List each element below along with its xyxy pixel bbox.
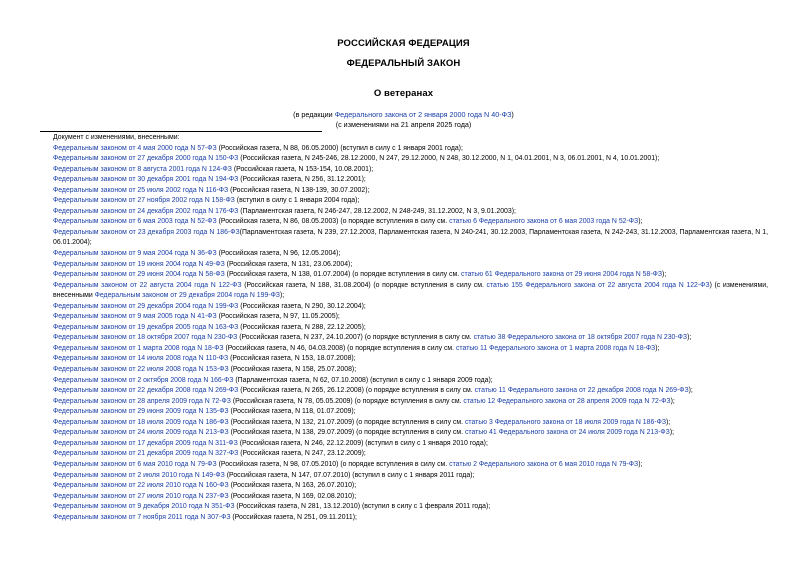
entry-text: ); [655, 344, 660, 352]
entry-text: (Российская газета, N 245-246, 28.12.2000, N 247, 29.12.2000, N 248, 30.12.2000, N 1, 04.01.2001, N 3, 06.01.2001, N 4, 10.01.2001); [238, 155, 660, 163]
law-link[interactable]: Федеральным законом от 1 марта 2008 года N 18-ФЗ [53, 344, 224, 352]
amendment-entry [40, 502, 768, 513]
law-link[interactable]: Федеральным законом от 28 апреля 2009 года N 72-ФЗ [53, 397, 231, 405]
entry-text: ); [669, 429, 675, 437]
amendment-entry [40, 354, 768, 365]
entry-text: (Российская газета, N 97, 11.05.2005); [216, 313, 340, 321]
amendment-entry [40, 397, 768, 408]
entry-text: (Российская газета, N 138, 29.07.2009) (о порядке вступления в силу см. [228, 429, 465, 437]
law-link[interactable]: Федеральным законом от 24 декабря 2002 года N 176-ФЗ [53, 207, 239, 215]
amendment-entry [40, 492, 768, 503]
amendment-entry [40, 439, 768, 450]
law-title: О ветеранах [373, 88, 434, 99]
entry-text: (Российская газета, N 86, 08.05.2003) (о порядке вступления в силу см. [216, 218, 450, 226]
law-link[interactable]: Федеральным законом от 9 мая 2005 года N 41-ФЗ [53, 313, 217, 321]
entry-text: ); [662, 271, 667, 279]
edition-link[interactable]: Федерального закона от 2 января 2000 года N 40-ФЗ [334, 110, 512, 119]
separator-rule [40, 131, 322, 132]
entry-text: (Российская газета, N 46, 04.03.2008) (о порядке вступления в силу см. [223, 344, 456, 352]
law-link[interactable]: Федеральным законом от 27 июля 2010 года N 237-ФЗ [53, 492, 229, 500]
entry-text: (Российская газета, N 98, 07.05.2010) (о порядке вступления в силу см. [216, 460, 450, 468]
amendment-entry [40, 471, 768, 482]
law-link[interactable]: Федеральным законом от 30 декабря 2001 года N 194-ФЗ [53, 176, 239, 184]
amendment-entry [40, 228, 768, 249]
law-link[interactable]: статью 155 Федерального закона от 22 августа 2004 года N 122-ФЗ [486, 281, 710, 289]
law-link[interactable]: Федеральным законом от 2 октября 2008 года N 166-ФЗ [53, 376, 234, 384]
amendment-entry [40, 344, 768, 355]
law-link[interactable]: Федеральным законом от 23 декабря 2003 года N 186-ФЗ [53, 228, 240, 236]
amendment-entry [40, 175, 768, 186]
law-link[interactable]: Федеральным законом от 18 июля 2009 года N 186-ФЗ [53, 418, 229, 426]
law-link[interactable]: Федеральным законом от 4 мая 2000 года N 57-ФЗ [53, 144, 217, 152]
entry-text: (Российская газета, N 153, 18.07.2008); [228, 355, 356, 363]
law-link[interactable]: статью 11 Федерального закона от 22 декабря 2008 года N 269-ФЗ [474, 387, 689, 395]
entry-text: ); [688, 387, 693, 395]
amendment-entry [40, 207, 768, 218]
amendment-entry [40, 165, 768, 176]
law-link[interactable]: статью 2 Федерального закона от 6 мая 2010 года N 79-ФЗ [449, 460, 639, 468]
entry-text: (Российская газета, N 163, 26.07.2010); [228, 482, 357, 490]
law-link[interactable]: Федеральным законом от 29 июня 2004 года N 58-ФЗ [53, 271, 225, 279]
entry-text: (Российская газета, N 265, 26.12.2008) (о порядке вступления в силу см. [238, 387, 475, 395]
law-link[interactable]: Федеральным законом от 6 мая 2003 года N 52-ФЗ [53, 218, 217, 226]
amendment-entry [40, 365, 768, 376]
law-link[interactable]: Федеральным законом от 22 июля 2010 года N 160-ФЗ [53, 482, 229, 490]
law-link[interactable]: статью 3 Федерального закона от 18 июля 2009 года N 186-ФЗ [464, 418, 666, 426]
entry-text: (Российская газета, N 147, 07.07.2010) (вступил в силу с 1 января 2011 года); [224, 471, 475, 479]
amendment-entry [40, 418, 768, 429]
entry-text: (Российская газета, N 153-154, 10.08.2001); [231, 165, 374, 173]
entry-text: (Российская газета, N 132, 21.07.2009) (о порядке вступления в силу см. [228, 418, 465, 426]
amendment-entry [40, 154, 768, 165]
law-link[interactable]: Федеральным законом от 22 декабря 2008 года N 269-ФЗ [53, 387, 239, 395]
amendment-entry [40, 217, 768, 228]
entry-text: (Российская газета, N 188, 31.08.2004) (о порядке вступления в силу см. [241, 281, 487, 289]
amendment-entry [40, 376, 768, 387]
law-link[interactable]: Федеральным законом от 18 октября 2007 года N 230-ФЗ [53, 334, 238, 342]
amendment-entry [40, 196, 768, 207]
entry-text: ); [638, 460, 643, 468]
edition-suffix: ) [511, 110, 514, 119]
entry-text: ); [670, 397, 675, 405]
law-link[interactable]: статью 61 Федерального закона от 29 июня 2004 года N 58-ФЗ [461, 271, 663, 279]
amendment-entry [40, 407, 768, 418]
entry-text: ); [666, 418, 671, 426]
amendment-entry [40, 481, 768, 492]
law-link[interactable]: Федеральным законом от 19 июня 2004 года N 49-ФЗ [53, 260, 225, 268]
edition-line [0, 110, 807, 119]
changes-note: (с изменениями на 21 апреля 2025 года) [335, 120, 472, 129]
entry-text: (Парламентская газета, N 239, 27.12.2003, Парламентская газета, N 240-241, 30.12.2003, Парламентская газета, N 242-243, 31.12.2003, Парламентская газета, N 1, 06.01.2004); [53, 228, 768, 247]
law-link[interactable]: Федеральным законом от 21 декабря 2009 года N 327-ФЗ [53, 450, 239, 458]
entry-text: (Парламентская газета, N 246-247, 28.12.2002, N 248-249, 31.12.2002, N 3, 9.01.2003); [238, 207, 516, 215]
amendment-entry [40, 270, 768, 281]
law-link[interactable]: Федеральным законом от 2 июля 2010 года N 149-ФЗ [53, 471, 225, 479]
amendment-entry [40, 449, 768, 460]
entry-text: (Российская газета, N 158, 25.07.2008); [228, 366, 357, 374]
amendment-entry [40, 260, 768, 271]
amendment-entry [40, 513, 768, 524]
law-link[interactable]: Федеральным законом от 24 июля 2009 года N 213-ФЗ [53, 429, 229, 437]
amendment-entry [40, 186, 768, 197]
amendment-entry [40, 249, 768, 260]
law-link[interactable]: статью 6 Федерального закона от 6 мая 2003 года N 52-ФЗ [449, 218, 639, 226]
law-link[interactable]: Федеральным законом от 9 декабря 2010 года N 351-ФЗ [53, 503, 235, 511]
law-link[interactable]: Федеральным законом от 27 ноября 2002 года N 158-ФЗ [53, 197, 235, 205]
amendments-intro: Документ с изменениями, внесенными: [53, 134, 180, 141]
law-link[interactable]: Федеральным законом от 29 декабря 2004 года N 199-ФЗ [53, 302, 239, 310]
entry-text: (Российская газета, N 78, 05.05.2009) (о порядке вступления в силу см. [230, 397, 464, 405]
entry-text: (Российская газета, N 96, 12.05.2004); [216, 250, 341, 258]
entry-text: (Российская газета, N 169, 02.08.2010); [228, 492, 357, 500]
entry-text: ); [687, 334, 692, 342]
entry-text: (Российская газета, N 88, 06.05.2000) (вступил в силу с 1 января 2001 года); [216, 144, 463, 152]
entry-text: (Российская газета, N 138-139, 30.07.2002); [228, 186, 370, 194]
law-link[interactable]: статью 38 Федерального закона от 18 октября 2007 года N 230-ФЗ [473, 334, 688, 342]
law-link[interactable]: Федеральным законом от 17 декабря 2009 года N 311-ФЗ [53, 439, 238, 447]
entry-text: (Российская газета, N 256, 31.12.2001); [238, 176, 366, 184]
law-link[interactable]: Федеральным законом от 14 июля 2008 года N 110-ФЗ [53, 355, 229, 363]
entry-text: (Российская газета, N 288, 22.12.2005); [238, 323, 366, 331]
country-heading: РОССИЙСКАЯ ФЕДЕРАЦИЯ [337, 38, 470, 49]
law-link[interactable]: Федеральным законом от 6 мая 2010 года N 79-ФЗ [53, 460, 217, 468]
entry-text: (Российская газета, N 237, 24.10.2007) (о порядке вступления в силу см. [237, 334, 474, 342]
law-link[interactable]: Федеральным законом от 27 декабря 2000 года N 150-ФЗ [53, 155, 239, 163]
entry-text: (Российская газета, N 118, 01.07.2009); [228, 408, 356, 416]
law-link[interactable]: Федеральным законом от 29 декабря 2004 года N 199-ФЗ [94, 292, 280, 300]
law-link[interactable]: статью 12 Федерального закона от 28 апреля 2009 года N 72-ФЗ [463, 397, 671, 405]
entry-text: ); [279, 292, 285, 300]
law-link[interactable]: Федеральным законом от 29 июня 2009 года N 135-ФЗ [53, 408, 229, 416]
amendment-entry [40, 333, 768, 344]
entry-text: ) (с изменениями, внесенными [53, 281, 768, 300]
amendment-entry [40, 386, 768, 397]
amendment-entry [40, 460, 768, 471]
entry-text: (Российская газета, N 251, 09.11.2011); [230, 513, 357, 521]
amendment-entry [40, 302, 768, 313]
law-link[interactable]: Федеральным законом от 8 августа 2001 года N 124-ФЗ [53, 165, 232, 173]
doc-type-heading: ФЕДЕРАЛЬНЫЙ ЗАКОН [346, 58, 461, 69]
law-link[interactable]: Федеральным законом от 25 июля 2002 года N 116-ФЗ [53, 186, 229, 194]
entry-text: (Российская газета, N 247, 23.12.2009); [238, 450, 366, 458]
law-link[interactable]: Федеральным законом от 22 августа 2004 года N 122-ФЗ [53, 281, 242, 289]
law-link[interactable]: Федеральным законом от 7 ноября 2011 года N 307-ФЗ [53, 513, 231, 521]
amendment-entry [40, 281, 768, 302]
entry-text: (Российская газета, N 281, 13.12.2010) (вступил в силу с 1 февраля 2011 года); [234, 503, 491, 511]
edition-prefix: (в редакции [293, 110, 335, 119]
law-link[interactable]: Федеральным законом от 22 июля 2008 года N 153-ФЗ [53, 366, 229, 374]
amendments-list [40, 133, 768, 523]
entry-text: (вступил в силу с 1 января 2004 года); [234, 197, 360, 205]
entry-text: (Парламентская газета, N 62, 07.10.2008) (вступил в силу с 1 января 2009 года); [233, 376, 493, 384]
law-link[interactable]: статью 41 Федерального закона от 24 июля 2009 года N 213-ФЗ [464, 429, 670, 437]
entry-text: ); [638, 218, 643, 226]
entry-text: (Российская газета, N 246, 22.12.2009) (вступил в силу с 1 января 2010 года); [237, 439, 488, 447]
entry-text: (Российская газета, N 290, 30.12.2004); [238, 302, 366, 310]
amendment-entry [40, 312, 768, 323]
law-link[interactable]: Федеральным законом от 9 мая 2004 года N 36-ФЗ [53, 250, 217, 258]
amendments-entries [40, 144, 768, 524]
amendment-entry [40, 323, 768, 334]
entry-text: (Российская газета, N 138, 01.07.2004) (о порядке вступления в силу см. [224, 271, 462, 279]
law-link[interactable]: Федеральным законом от 19 декабря 2005 года N 163-ФЗ [53, 323, 239, 331]
law-link[interactable]: статью 11 Федерального закона от 1 марта 2008 года N 18-ФЗ [455, 344, 656, 352]
amendment-entry [40, 144, 768, 155]
entry-text: (Российская газета, N 131, 23.06.2004); [224, 260, 353, 268]
amendment-entry [40, 428, 768, 439]
